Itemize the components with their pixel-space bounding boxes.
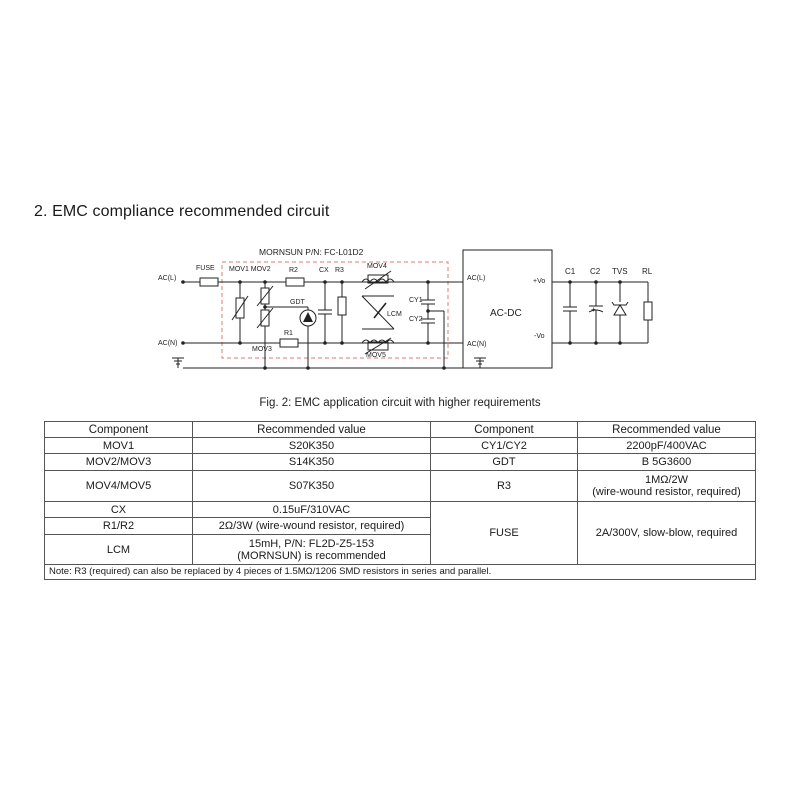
value-cell [578,471,756,502]
gdt-label: GDT [290,299,305,306]
cx-label: CX [319,267,329,274]
component-cell: R1/R2 [45,518,193,535]
c2-label: C2 [590,267,601,276]
table-row [45,471,756,502]
section-title: 2. EMC compliance recommended circuit [34,203,330,220]
ac-dc-module-label: AC-DC [490,308,522,319]
rl-label: RL [642,267,653,276]
value-cell: 0.15uF/310VAC [193,502,431,518]
value-cell: 2200pF/400VAC [578,438,756,454]
header-recommended-value: Recommended value [193,422,431,438]
ac-l-input-label: AC(L) [158,275,177,282]
value-cell: S20K350 [193,438,431,454]
fuse-label: FUSE [196,265,215,272]
component-cell: LCM [45,535,193,565]
c2-polarity-mark: + [591,305,596,314]
mov3-label: MOV3 [252,346,272,353]
value-cell: S07K350 [193,471,431,502]
mov5-label: MOV5 [366,352,386,359]
value-line: (wire-wound resistor, required) [592,486,741,498]
ac-l-output-label: AC(L) [467,275,486,282]
table-row [45,502,756,518]
mov4-label: MOV4 [367,263,387,270]
table-note-row [45,565,756,580]
value-line: (MORNSUN) is recommended [237,549,386,562]
minus-vo-label: -Vo [534,333,545,340]
fuse-symbol [200,278,218,286]
component-cell: MOV2/MOV3 [45,454,193,471]
cy1-label: CY1 [409,297,423,304]
table-row [45,438,756,454]
lcm-label: LCM [387,311,402,318]
table-header-row [45,422,756,438]
header-component: Component [431,422,578,438]
tvs-symbol [614,305,626,315]
component-cell: MOV1 [45,438,193,454]
value-cell: B 5G3600 [578,454,756,471]
component-cell: MOV4/MOV5 [45,471,193,502]
value-line: 1MΩ/2W [644,474,689,486]
plus-vo-label: +Vo [533,278,546,285]
r3-label: R3 [335,267,344,274]
rl-symbol [644,302,652,320]
mov1-mov2-label: MOV1 MOV2 [229,266,271,273]
part-number-label: MORNSUN P/N: FC-L01D2 [259,247,364,257]
component-cell: CY1/CY2 [431,438,578,454]
component-cell: GDT [431,454,578,471]
value-cell: 2Ω/3W (wire-wound resistor, required) [193,518,431,535]
value-cell [193,535,431,565]
component-cell: FUSE [431,502,578,565]
cy2-label: CY2 [409,316,423,323]
header-recommended-value: Recommended value [578,422,756,438]
ac-n-input-label: AC(N) [158,340,178,347]
r2-label: R2 [289,267,298,274]
r3-symbol [338,297,346,315]
component-cell: CX [45,502,193,518]
ac-n-output-label: AC(N) [467,341,487,348]
table-note: Note: R3 (required) can also be replaced by 4 pieces of 1.5MΩ/1206 SMD resistors in series and parallel. [45,565,756,580]
r1-symbol [280,339,298,347]
component-cell: R3 [431,471,578,502]
value-cell: S14K350 [193,454,431,471]
value-line: 15mH, P/N: FL2D-Z5-153 [248,537,375,550]
recommended-values-table [44,421,756,580]
table-row [45,454,756,471]
figure-caption: Fig. 2: EMC application circuit with higher requirements [259,397,541,409]
c1-label: C1 [565,267,576,276]
filter-module-boundary [222,262,448,358]
r2-symbol [286,278,304,286]
value-cell: 2A/300V, slow-blow, required [578,502,756,565]
r1-label: R1 [284,330,293,337]
header-component: Component [45,422,193,438]
tvs-label: TVS [612,267,628,276]
